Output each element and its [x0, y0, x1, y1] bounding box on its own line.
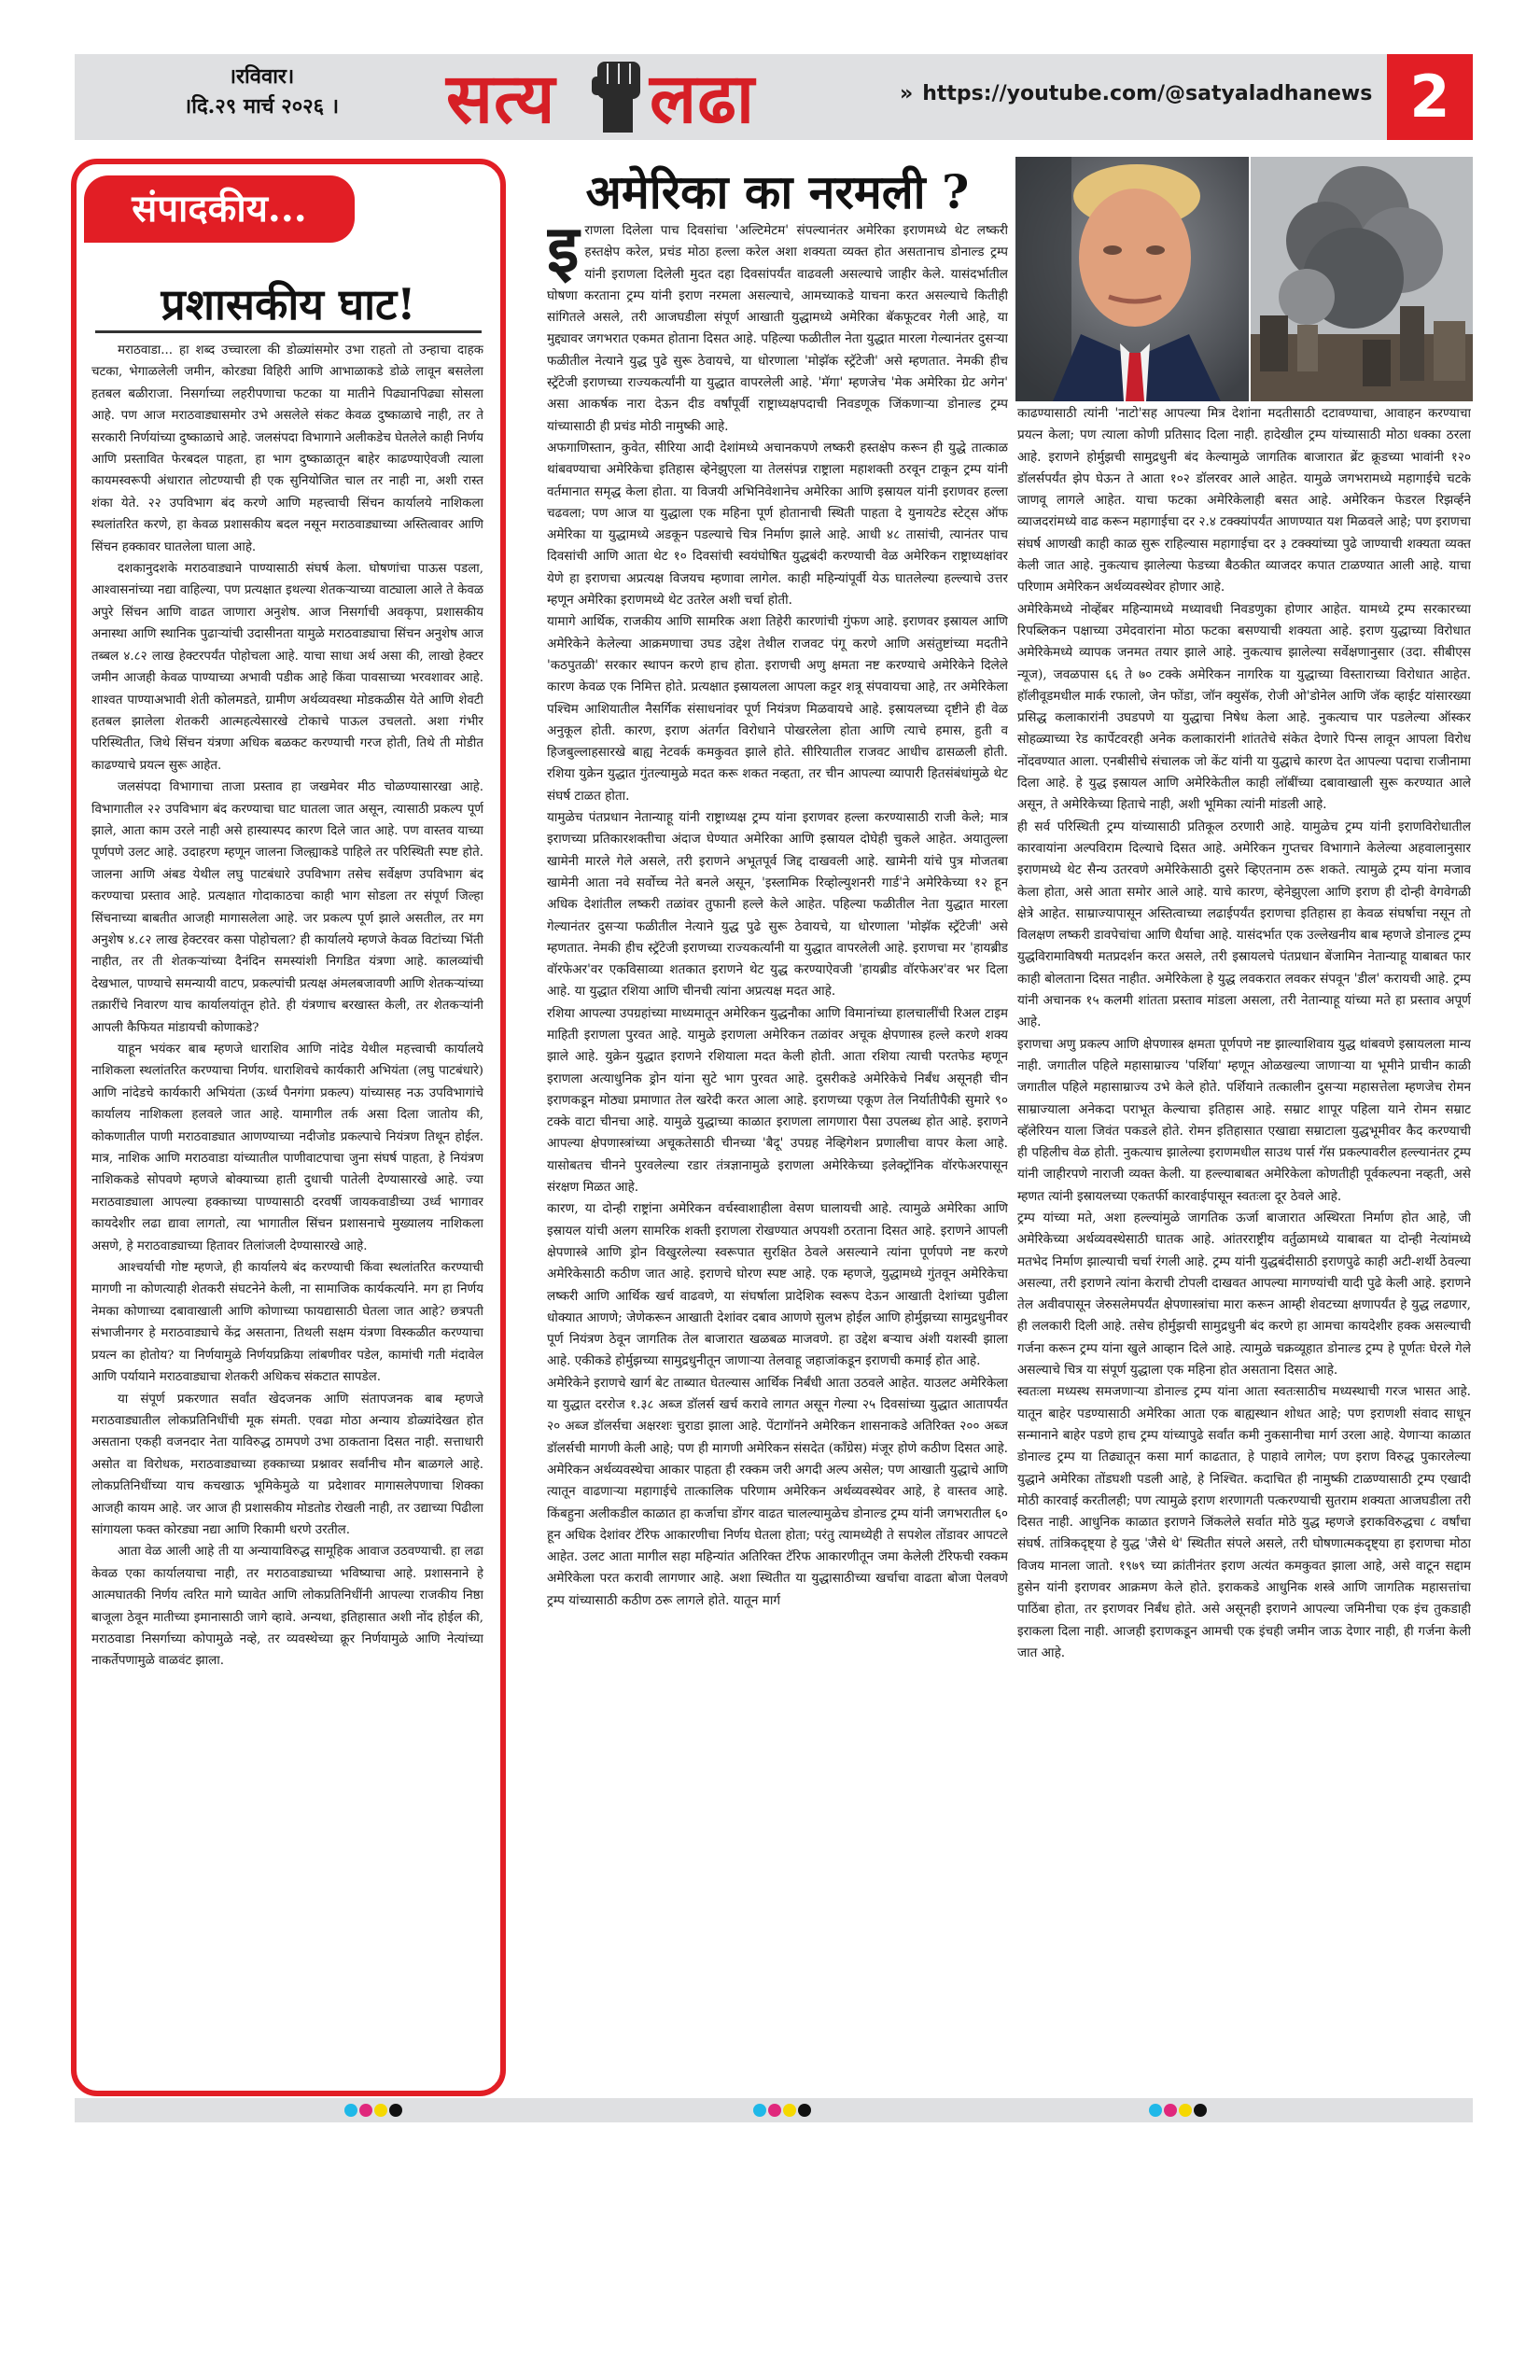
editorial-box [71, 159, 506, 2096]
editorial-paragraph: आता वेळ आली आहे ती या अन्यायाविरुद्ध सामूहिक आवाज उठवण्याची. हा लढा केवळ एका कार्यालयाचा नाही, तर मराठवाड्याच्या भविष्याचा आहे. प्रशासनाने हे आत्मघातकी निर्णय त्वरित मागे घ्यावेत आणि लोकप्रतिनिधींनी आपल्या राजकीय निष्ठा बाजूला ठेवून मातीच्या इमानासाठी जागे व्हावे. अन्यथा, इतिहासात अशी नोंद होईल की, मराठवाडा निसर्गाच्या कोपामुळे नव्हे, तर व्यवस्थेच्या क्रूर निर्णयामुळे आणि नेत्यांच्या नाकर्तेपणामुळे वाळवंट झाला. [91, 1545, 483, 1669]
article-paragraph: राणला दिलेला पाच दिवसांचा 'अल्टिमेटम' संपल्यानंतर अमेरिका इराणमध्ये थेट लष्करी हस्तक्षेप करेल, प्रचंड मोठा हल्ला करेल अशा शक्यता व्यक्त होत असतानाच डोनाल्ड ट्रम्प यांनी इराणला दिलेली मुदत दहा दिवसांपर्यंत वाढवली असल्याचे जाहीर केले. यासंदर्भातील घोषणा करताना ट्रम्प यांनी इराण नरमला असल्याचे, आमच्याकडे याचना करत असल्याचे कितीही सांगितले असले, तरी आजघडीला संपूर्ण आखाती युद्धामध्ये अमेरिका बॅकफूटवर गेली आहे, या मुद्द्यावर जगभरात एकमत होताना दिसत आहे. पहिल्या फळीतील नेता युद्धात मारला गेल्यानंतर दुसऱ्या फळीतील नेत्याने युद्ध पुढे सुरू ठेवायचे, या धोरणाला 'मोझॅक स्ट्रॅटेजी' असे म्हणतात. नेमकी हीच स्ट्रॅटेजी इराणच्या राज्यकर्त्यांनी या युद्धात वापरलेली आहे. 'मॅगा' म्हणजेच 'मेक अमेरिका ग्रेट अगेन' असा आकर्षक नारा देऊन दीड वर्षांपूर्वी राष्ट्राध्यक्षपदाची निवडणूक जिंकणाऱ्या डोनाल्ड ट्रम्प यांच्यासाठी ही प्रचंड मोठी नामुष्की आहे. [547, 223, 1008, 434]
youtube-url: https://youtube.com/@satyaladhanews [922, 82, 1373, 105]
article-paragraph: अमेरिकेमध्ये नोव्हेंबर महिन्यामध्ये मध्यावधी निवडणुका होणार आहेत. यामध्ये ट्रम्प सरकारच्या रिपब्लिकन पक्षाच्या उमेदवारांना मोठा फटका बसण्याची शक्यता आहे. इराण युद्धाच्या विरोधात अमेरिकेमध्ये व्यापक जनमत तयार झाले आहे. नुकत्याच झालेल्या सर्वेक्षणानुसार (उदा. सीबीएस न्यूज), जवळपास ६६ ते ७० टक्के अमेरिकन नागरिक या युद्धाच्या विस्ताराच्या विरोधात आहेत. हॉलीवूडमधील मार्क रफालो, जेन फोंडा, जॉन क्युसॅक, रोजी ओ'डोनेल आणि जॅक व्हाईट यांसारख्या प्रसिद्ध कलाकारांनी उघडपणे या युद्धाचा निषेध केला आहे. नुकत्याच पार पडलेल्या ऑस्कर सोहळ्याच्या रेड कार्पेटवरही अनेक कलाकारांनी शांततेचे संकेत देणारे पिन्स लावून आपला विरोध नोंदवण्यात आला. एनबीसीचे संचालक जो केंट यांनी या युद्धाचे कारण देत आपल्या पदाचा राजीनामा दिला आहे. हे युद्ध इस्रायल आणि अमेरिकेतील काही लॉबींच्या दबावाखाली सुरू करण्यात आले असून, ते अमेरिकेच्या हिताचे नाही, अशी भूमिका त्यांनी मांडली आहे. [1017, 601, 1471, 813]
day-label: ।रविवार। [228, 64, 295, 89]
logo-text-right: लढा [650, 59, 755, 139]
article-paragraph: यामुळेच पंतप्रधान नेतान्याहू यांनी राष्ट्राध्यक्ष ट्रम्प यांना इराणवर हल्ला करण्यासाठी राजी केले; मात्र इराणच्या प्रतिकारशक्तीचा अंदाज घेण्यात अमेरिका आणि इस्रायल दोघेही चुकले आहेत. अयातुल्ला खामेनी मारले गेले असले, तरी इराणने अभूतपूर्व जिद्द दाखवली आहे. खामेनी यांचे पुत्र मोजतबा खामेनी आता नवे सर्वोच्च नेते बनले असून, 'इस्लामिक रिव्होल्युशनरी गार्ड'ने अमेरिकेच्या १२ हून अधिक देशांतील लष्करी तळांवर तुफानी हल्ले केले आहेत. पहिल्या फळीतील नेता युद्धात मारला गेल्यानंतर दुसऱ्या फळीतील नेत्याने युद्ध पुढे सुरू ठेवायचे, या धोरणाला 'मोझॅक स्ट्रॅटेजी' असे म्हणतात. नेमकी हीच स्ट्रॅटेजी इराणच्या राज्यकर्त्यांनी या युद्धात वापरलेली आहे. इराणचा मर 'हायब्रीड वॉरफेअर'वर एकविसाव्या शतकात इराणने थेट युद्ध करण्याऐवजी 'हायब्रीड वॉरफेअर'वर भर दिला आहे. या युद्धात रशिया आणि चीनची त्यांना अप्रत्यक्ष मदत आहे. [547, 810, 1008, 1000]
cmyk-dot [389, 2104, 402, 2117]
cmyk-registration-marks [343, 2100, 403, 2121]
article-paragraph: काढण्यासाठी त्यांनी 'नाटो'सह आपल्या मित्र देशांना मदतीसाठी दटावण्याचा, आवाहन करण्याचा प्रयत्न केला; पण त्याला कोणी प्रतिसाद दिला नाही. हादेखील ट्रम्प यांच्यासाठी मोठा धक्का ठरला आहे. इराणने होर्मुझची सामुद्रधुनी बंद केल्यामुळे जागतिक बाजारात ब्रेंट क्रूडच्या भावांनी १२० डॉलर्सपर्यंत झेप घेऊन ते आता १०२ डॉलरवर आले आहेत. यामुळे जगभरामध्ये महागाईचे चटके जाणवू लागले आहेत. याचा फटका अमेरिकेलाही बसत आहे. अमेरिकन फेडरल रिझर्व्हने व्याजदरांमध्ये वाढ करून महागाईचा दर २.४ टक्क्यांपर्यंत आणण्यात यश मिळवले आहे; पण इराणचा संघर्ष आणखी काही काळ सुरू राहिल्यास महागाईचा दर ३ टक्क्यांच्या पुढे जाण्याची शक्यता व्यक्त केली जात आहे. नुकत्याच झालेल्या फेडच्या बैठकीत व्याजदर कपात टाळण्यात आली आहे. याचा परिणाम अमेरिकन अर्थव्यवस्थेवर होणार आहे. [1017, 406, 1471, 595]
airstrike-smoke-photo [1251, 157, 1473, 401]
cmyk-dot [344, 2104, 357, 2117]
cmyk-registration-marks [1148, 2100, 1208, 2121]
editorial-paragraph: जलसंपदा विभागाचा ताजा प्रस्ताव हा जखमेवर मीठ चोळण्यासारखा आहे. विभागातील २२ उपविभाग बंद करण्याचा घाट घातला जात असून, त्यासाठी प्रकल्प पूर्ण झाले, आता काम उरले नाही असे हास्यास्पद कारण दिले जात आहे. पण वास्तव याच्या पूर्णपणे उलट आहे. उदाहरण म्हणून जालना जिल्ह्याकडे पाहिले तर परिस्थिती स्पष्ट होते. जालना आणि अंबड येथील लघु पाटबंधारे उपविभाग तसेच सर्वेक्षण उपविभाग बंद करण्याचा प्रस्ताव आहे. प्रत्यक्षात गोदाकाठचा काही भाग सोडला तर संपूर्ण जिल्हा सिंचनाच्या बाबतीत आजही मागासलेला आहे. जर प्रकल्प पूर्ण झाले असतील, तर मग अनुशेष ४.८२ लाख हेक्टरवर कसा पोहोचला? ही कार्यालये म्हणजे केवळ विटांच्या भिंती नाहीत, तर ती शेतकऱ्यांच्या दैनंदिन समस्यांशी निगडित यंत्रणा आहे. कालव्यांची देखभाल, पाण्याचे समन्यायी वाटप, प्रकल्पांची प्रत्यक्ष अंमलबजावणी आणि शेतकऱ्यांच्या तक्रारींचे निवारण याच कार्यालयांतून होते. ही यंत्रणाच बरखास्त केली, तर शेतकऱ्यांनी आपली कैफियत मांडायची कोणाकडे? [91, 780, 483, 1035]
editorial-body [91, 340, 483, 2076]
editorial-title: प्रशासकीय घाट! [161, 279, 416, 329]
newspaper-logo[interactable] [446, 49, 819, 146]
cmyk-dot [1194, 2104, 1207, 2117]
cmyk-dot [768, 2104, 781, 2117]
trump-portrait-photo [1015, 157, 1249, 401]
article-paragraph: अफगाणिस्तान, कुवेत, सीरिया आदी देशांमध्ये अचानकपणे लष्करी हस्तक्षेप करून ही युद्धे तात्काळ थांबवण्याचा अमेरिकेचा इतिहास व्हेनेझुएला या तेलसंपन्न राष्ट्राला महाशक्ती ठरवून टाकून ट्रम्प यांनी वर्तमानात समृद्ध केला होता. या विजयी अभिनिवेशानेच अमेरिका आणि इस्रायल यांनी इराणवर हल्ला चढवला; पण आज या युद्धाला एक महिना पूर्ण होतानाची स्थिती पाहता दे युनायटेड स्टेट्स ऑफ अमेरिका या युद्धामध्ये अडकून पडल्याचे चित्र निर्माण झाले आहे. आधी ४८ तासांची, त्यानंतर पाच दिवसांची आणि आता थेट १० दिवसांची स्वयंघोषित युद्धबंदी करण्याची वेळ अमेरिकन राष्ट्राध्यक्षांवर येणे हा इराणचा अप्रत्यक्ष विजयच म्हणावा लागेल. काही महिन्यांपूर्वी येऊ घातलेल्या हल्ल्याचे उत्तर म्हणून अमेरिका इराणमध्ये थेट उतरेल अशी चर्चा होती. [547, 440, 1008, 609]
editorial-paragraph: दशकानुदशके मराठवाड्याने पाण्यासाठी संघर्ष केला. घोषणांचा पाऊस पडला, आश्वासनांच्या नद्या वाहिल्या, पण प्रत्यक्षात इथल्या शेतकऱ्याच्या वाट्याला आले ते केवळ अपुरे सिंचन आणि वाढत जाणारा अनुशेष. आज निसर्गाची अवकृपा, प्रशासकीय अनास्था आणि स्थानिक पुढाऱ्यांची उदासीनता यामुळे मराठवाड्याचा सिंचन अनुशेष आज तब्बल ४.८२ लाख हेक्टरपर्यंत पोहोचला आहे. याचा साधा अर्थ असा की, लाखो हेक्टर जमीन आजही केवळ पाण्याच्या अभावी पडीक आहे किंवा पावसाच्या भरवशावर आहे. शाश्वत पाण्याअभावी शेती कोलमडते, ग्रामीण अर्थव्यवस्था मोडकळीस येते आणि शेवटी हतबल झालेला शेतकरी आत्महत्येसारखे टोकाचे पाऊल उचलतो. अशा गंभीर परिस्थितीत, जिथे सिंचन यंत्रणा अधिक बळकट करण्याची गरज होती, तिथे ती मोडीत काढण्याचे प्रयत्न सुरू आहेत. [91, 562, 483, 773]
youtube-link[interactable] [900, 82, 1372, 105]
double-chevron-icon: » [900, 82, 914, 105]
cmyk-dot [1179, 2104, 1192, 2117]
editorial-paragraph: आश्चर्याची गोष्ट म्हणजे, ही कार्यालये बंद करण्याची किंवा स्थलांतरित करण्याची मागणी ना कोणत्याही शेतकरी संघटनेने केली, ना सामाजिक कार्यकर्त्याने. मग हा निर्णय नेमका कोणाच्या दबावाखाली आणि कोणाच्या फायद्यासाठी घेतला जात आहे? छत्रपती संभाजीनगर हे मराठवाड्याचे केंद्र असताना, तिथली सक्षम यंत्रणा विस्कळीत करण्याचा प्रयत्न का होतोय? या निर्णयामुळे निर्णयप्रक्रिया लांबणीवर पडेल, कामांची गती मंदावेल आणि पर्यायाने मराठवाड्याचा शेतकरी अधिकच संकटात सापडेल. [91, 1261, 483, 1385]
cmyk-dot [753, 2104, 766, 2117]
date-box [121, 62, 401, 121]
article-paragraph: ट्रम्प यांच्या मते, अशा हल्ल्यांमुळे जागतिक ऊर्जा बाजारात अस्थिरता निर्माण होत आहे, जी अमेरिकेच्या अर्थव्यवस्थेसाठी घातक आहे. आंतरराष्ट्रीय वर्तुळामध्ये याबाबत या दोन्ही नेत्यांमध्ये मतभेद निर्माण झाल्याची चर्चा रंगली आहे. ट्रम्प यांनी युद्धबंदीसाठी इराणपुढे काही अटी-शर्थी ठेवल्या असल्या, तरी इराणने त्यांना केराची टोपली दाखवत आपल्या मागण्यांची यादी पुढे केली आहे. इराणने तेल अवीवपासून जेरुसलेमपर्यंत क्षेपणास्त्रांचा मारा करून आम्ही शेवटच्या क्षणापर्यंत हे युद्ध लढणार, ही ललकारी दिली आहे. तसेच होर्मुझची सामुद्रधुनी बंद करणे हा आमचा कायदेशीर हक्क असल्याची गर्जना करून ट्रम्प यांना खुले आव्हान दिले आहे. त्यामुळे चक्रव्यूहात डोनाल्ड ट्रम्प हे पूर्णतः घेरले गेले असल्याचे चित्र या संपूर्ण युद्धाला एक महिना होत असताना दिसत आहे. [1017, 1210, 1471, 1379]
article-paragraph: स्वतःला मध्यस्थ समजणाऱ्या डोनाल्ड ट्रम्प यांना आता स्वतःसाठीच मध्यस्थाची गरज भासत आहे. यातून बाहेर पडण्यासाठी अमेरिका आता एक बाह्यस्थान शोधत आहे; पण इराणशी संवाद साधून सन्मानाने बाहेर पडणे हाच ट्रम्प यांच्यापुढे सर्वांत कमी नुकसानीचा मार्ग उरला आहे. येणाऱ्या काळात डोनाल्ड ट्रम्प या तिढ्यातून कसा मार्ग काढतात, हे पाहावे लागेल; पण इराण विरुद्ध पुकारलेल्या युद्धाने अमेरिका तोंडघशी पडली आहे, हे निश्चित. कदाचित ही नामुष्की टाळण्यासाठी ट्रम्प एखादी मोठी कारवाई करतीलही; पण त्यामुळे इराण शरणागती पत्करण्याची सुतराम शक्यता आजघडीला तरी दिसत नाही. आधुनिक काळात इराणने जिंकलेले सर्वात मोठे युद्ध म्हणजे इराकविरुद्धचा ८ वर्षांचा संघर्ष. तांत्रिकदृष्ट्या हे युद्ध 'जैसे थे' स्थितीत संपले असले, तरी घोषणात्मकदृष्ट्या हा इराणचा मोठा विजय मानला जातो. १९७९ च्या क्रांतीनंतर इराण अत्यंत कमकुवत झाला आहे, असे वाटून सद्दाम हुसेन यांनी इराणवर आक्रमण केले होते. इराककडे आधुनिक शस्त्रे आणि जागतिक महासत्तांचा पाठिंबा होता, तर इराणवर निर्बंध होते. असे असूनही इराणने आपल्या जमिनीचा एक इंच तुकडाही इराकला दिला नाही. आजही इराणकडून आमची एक इंचही जमीन जाऊ देणार नाही, ही गर्जना केली जात आहे. [1017, 1384, 1471, 1660]
article-headline: अमेरिका का नरमली ? [585, 164, 970, 219]
editorial-paragraph: मराठवाडा... हा शब्द उच्चारला की डोळ्यांसमोर उभा राहतो तो उन्हाचा दाहक चटका, भेगाळलेली जमीन, कोरड्या विहिरी आणि आभाळाकडे डोळे लावून बसलेला हतबल बळीराजा. निसर्गाच्या लहरीपणाचा फटका या मातीने पिढ्यानपिढ्या सोसला आहे. पण आज मराठवाड्यासमोर उभे असलेले संकट केवळ दुष्काळाचे नाही, तर ते सरकारी निर्णयांच्या दुष्काळाचे आहे. जलसंपदा विभागाने अलीकडेच घेतलेले काही निर्णय आणि प्रस्तावित फेरबदल पाहता, हा भाग दुष्काळातून बाहेर काढण्याऐवजी त्याला कायमस्वरूपी अंधारात लोटण्याची ही एक सुनियोजित चाल तर नाही ना, अशी रास्त शंका येते. २२ उपविभाग बंद करणे आणि महत्त्वाची सिंचन कार्यालये नाशिकला स्थलांतरित करणे, हा केवळ प्रशासकीय बदल नसून मराठवाड्याच्या अस्तित्वावर आणि सिंचन हक्कावर घातलेला घाला आहे. [91, 343, 483, 554]
editorial-paragraph: याहून भयंकर बाब म्हणजे धाराशिव आणि नांदेड येथील महत्त्वाची कार्यालये नाशिकला स्थलांतरित करण्याचा निर्णय. धाराशिवचे कार्यकारी अभियंता (लघु पाटबंधारे) आणि नांदेडचे कार्यकारी अभियंता (ऊर्ध्व पैनगंगा प्रकल्प) यांच्यासह नऊ उपविभागांचे कार्यालय नाशिकला हलवले जात आहे. यामागील तर्क असा दिला जातोय की, कोकणातील पाणी मराठवाड्यात आणण्याच्या नदीजोड प्रकल्पाचे नियंत्रण तिथून होईल. मात्र, नाशिक आणि मराठवाडा यांच्यातील पाणीवाटपाचा जुना संघर्ष पाहता, हे नियंत्रण नाशिककडे सोपवणे म्हणजे बोक्याच्या हाती दुधाची पातेली देण्यासारखे आहे. ज्या मराठवाड्याला आपल्या हक्काच्या पाण्यासाठी दरवर्षी जायकवाडीच्या उर्ध्व भागावर कायदेशीर लढा द्यावा लागतो, त्या भागातील सिंचन प्रशासनाचे मुख्यालय नाशिकला असणे, हे मराठवाड्याच्या हितावर तिलांजली देण्यासारखे आहे. [91, 1043, 483, 1253]
article-paragraph: कारण, या दोन्ही राष्ट्रांना अमेरिकन वर्चस्वाशाहीला वेसण घालायची आहे. त्यामुळे अमेरिका आणि इस्रायल यांची अलग सामरिक शक्ती इराणला रोखण्यात अपयशी ठरताना दिसत आहे. इराणने आपली क्षेपणास्त्रे आणि ड्रोन विखुरलेल्या स्वरूपात सुरक्षित ठेवले असल्याने त्यांना पूर्णपणे नष्ट करणे अमेरिकेसाठी कठीण जात आहे. इराणचे घोरण स्पष्ट आहे. एक म्हणजे, युद्धामध्ये गुंतवून अमेरिकेचा लष्करी आणि आर्थिक खर्च वाढवणे, या संघर्षाला प्रादेशिक स्वरूप देऊन आखाती देशांच्या पुढीला धोक्यात आणणे; जेणेकरून आखाती देशांवर दबाव आणणे सुलभ होईल आणि होर्मुझच्या सामुद्रधुनीवर पूर्ण नियंत्रण ठेवून जागतिक तेल बाजारात खळबळ माजवणे. हा उद्देश बऱ्याच अंशी यशस्वी झाला आहे. एकीकडे होर्मुझच्या सामुद्रधुनीतून जाणाऱ्या तेलवाहू जहाजांकडून इराणची कमाई होत आहे. [547, 1201, 1008, 1369]
article-dropcap: इ [547, 220, 580, 287]
date-label: ।दि.२९ मार्च २०२६ । [183, 94, 340, 119]
editorial-label: संपादकीय... [84, 175, 355, 243]
cmyk-dot [374, 2104, 387, 2117]
article-paragraph: ही सर्व परिस्थिती ट्रम्प यांच्यासाठी प्रतिकूल ठरणारी आहे. यामुळेच ट्रम्प यांनी इराणविरोधातील कारवायांना अल्पविराम दिल्याचे दिसत आहे. अमेरिकन गुप्तचर विभागाने केलेल्या अहवालानुसार इराणमध्ये थेट सैन्य उतरवणे अमेरिकेसाठी दुसरे व्हिएतनाम ठरू शकते. त्यामुळे ट्रम्प यांना मजाव केला होता, असे आता समोर आले आहे. याचे कारण, व्हेनेझुएला आणि इराण ही दोन्ही वेगवेगळी क्षेत्रे आहेत. साम्राज्यापासून अस्तित्वाच्या लढाईपर्यंत इराणचा इतिहास हा केवळ संघर्षाचा नसून तो विलक्षण लष्करी डावपेचांचा आणि धैर्याचा आहे. यासंदर्भात एक उल्लेखनीय बाब म्हणजे डोनाल्ड ट्रम्प युद्धविरामाविषयी मतप्रदर्शन करत असले, तरी इस्रायलचे पंतप्रधान बेंजामिन नेतान्याहू याबाबत फार काही बोलताना दिसत नाहीत. अमेरिकेला हे युद्ध लवकरात लवकर संपवून 'डील' करायची आहे. ट्रम्प यांनी अचानक १५ कलमी शांतता प्रस्ताव मांडला असला, तरी नेतान्याहू यांच्या मते हा प्रस्ताव अपूर्ण आहे. [1017, 819, 1471, 1030]
cmyk-dot [798, 2104, 811, 2117]
article-paragraph: रशिया आपल्या उपग्रहांच्या माध्यमातून अमेरिकन युद्धनौका आणि विमानांच्या हालचालींची रिअल टाइम माहिती इराणला पुरवत आहे. यामुळे इराणला अमेरिकन तळांवर अचूक क्षेपणास्त्र हल्ले करणे शक्य झाले आहे. युक्रेन युद्धात इराणने रशियाला मदत केली होती. आता रशिया त्याची परतफेड म्हणून इराणला अत्याधुनिक ड्रोन यांना सुटे भाग पुरवत आहे. दुसरीकडे अमेरिकेचे निर्बंध असूनही चीन इराणकडून मोठ्या प्रमाणात तेल खरेदी करत आला आहे. इराणच्या एकूण तेल निर्यातीपैकी सुमारे ९० टक्के वाटा चीनचा आहे. यामुळे युद्धाच्या काळात इराणला लागणारा पैसा उपलब्ध होत आहे. इराणने आपल्या क्षेपणास्त्रांच्या अचूकतेसाठी चीनच्या 'बैदू' उपग्रह नेव्हिगेशन प्रणालीचा वापर केला आहे. यासोबतच चीनने पुरवलेल्या रडार तंत्रज्ञानामुळे इराणला अमेरिकेच्या इलेक्ट्रॉनिक वॉरफेअरपासून संरक्षण मिळत आहे. [547, 1005, 1008, 1196]
raised-fist-icon [586, 56, 651, 134]
cmyk-dot [1149, 2104, 1162, 2117]
masthead [75, 54, 1473, 140]
cmyk-registration-marks [752, 2100, 812, 2121]
article-paragraph: अमेरिकेने इराणचे खार्ग बेट ताब्यात घेतल्यास आर्थिक निर्बंधी आता उठवले आहेत. याउलट अमेरिकेला या युद्धात दररोज १.३८ अब्ज डॉलर्स खर्च करावे लागत असून गेल्या २५ दिवसांच्या युद्धात आतापर्यंत २० अब्ज डॉलर्सचा अक्षरशः चुराडा झाला आहे. पेंटागॉनने अमेरिकन शासनाकडे अतिरिक्त २०० अब्ज डॉलर्सची मागणी केली आहे; पण ही मागणी अमेरिकन संसदेत (काँग्रेस) मंजूर होणे कठीण दिसत आहे. अमेरिकन अर्थव्यवस्थेचा आकार पाहता ही रक्कम जरी अगदी अल्प असेल; पण आखाती युद्धाचे आणि त्यातून वाढणाऱ्या महागाईचे तात्कालिक परिणाम अमेरिकन अर्थव्यवस्थेवर आहे, हे वास्तव आहे. किंबहुना अलीकडील काळात हा कर्जाचा डोंगर वाढत चालल्यामुळेच डोनाल्ड ट्रम्प यांनी जगभरातील ६० हून अधिक देशांवर टॅरिफ आकारणीचा निर्णय घेतला होता; परंतु त्यामध्येही ते सपशेल तोंडावर आपटले आहेत. उलट आता मागील सहा महिन्यांत अतिरिक्त टॅरिफ आकारणीतून जमा केलेली टॅरिफची रक्कम अमेरिकेला परत करावी लागणार आहे. अशा स्थितीत या युद्धासाठीच्या खर्चाचा वाढता बोजा पेलवणे ट्रम्प यांच्यासाठी कठीण ठरू लागले होते. यातून मार्ग [547, 1375, 1008, 1608]
cmyk-dot [359, 2104, 372, 2117]
article-paragraph: यामागे आर्थिक, राजकीय आणि सामरिक अशा तिहेरी कारणांची गुंफण आहे. इराणवर इस्रायल आणि अमेरिकेने केलेल्या आक्रमणाचा उघड उद्देश तेथील राजवट पंगू करणे आणि असंतुष्टांच्या मदतीने 'कठपुतळी' सरकार स्थापन करणे हाच होता. इराणची अणु क्षमता नष्ट करण्याचे अमेरिकेने दिलेले कारण केवळ एक निमित्त होते. प्रत्यक्षात इस्रायलला आपला कट्टर शत्रू संपवायचा आहे, तर अमेरिकेला पश्चिम आशियातील नैसर्गिक संसाधनांवर पूर्ण नियंत्रण मिळवायचे आहे. इस्रायलच्या दृष्टीने ही वेळ अनुकूल होती. कारण, इराण अंतर्गत विरोधाने पोखरलेला होता आणि त्याचे हमास, हुती व हिजबुल्लाहसारखे बाह्य नेटवर्क कमकुवत झाले होते. सीरियातील राजवट आधीच ढासळली होती. रशिया युक्रेन युद्धात गुंतल्यामुळे मदत करू शकत नव्हता, तर चीन आपल्या व्यापारी हितसंबंधांमुळे थेट संघर्ष टाळत होता. [547, 614, 1008, 804]
cmyk-dot [783, 2104, 796, 2117]
editorial-paragraph: या संपूर्ण प्रकरणात सर्वांत खेदजनक आणि संतापजनक बाब म्हणजे मराठवाड्यातील लोकप्रतिनिधींची मूक संमती. एवढा मोठा अन्याय डोळ्यांदेखत होत असताना एकही वजनदार नेता याविरुद्ध ठामपणे उभा ठाकताना दिसत नाही. सत्ताधारी असोत वा विरोधक, मराठवाड्याच्या हक्काच्या प्रश्नावर सर्वांनीच मौन बाळगले आहे. लोकप्रतिनिधींच्या याच कचखाऊ भूमिकेमुळे या प्रदेशावर मागासलेपणाचा शिक्का आजही कायम आहे. जर आज ही प्रशासकीय मोडतोड रोखली नाही, तर उद्याच्या पिढीला सांगायला फक्त कोरड्या नद्या आणि रिकामी धरणे उरतील. [91, 1392, 483, 1537]
cmyk-dot [1164, 2104, 1177, 2117]
article-column-middle [547, 220, 1008, 2087]
article-paragraph: इराणचा अणु प्रकल्प आणि क्षेपणास्त्र क्षमता पूर्णपणे नष्ट झाल्याशिवाय युद्ध थांबवणे इस्रायलला मान्य नाही. जगातील पहिले महासाम्राज्य 'पर्शिया' म्हणून ओळखल्या जाणाऱ्या या भूमीने प्राचीन काळी जगातील पहिले महासाम्राज्य उभे केले होते. पर्शियाने तत्कालीन दुसऱ्या महासत्तेला म्हणजेच रोमन साम्राज्याला अनेकदा पराभूत केल्याचा इतिहास आहे. सम्राट शापूर पहिला याने रोमन सम्राट व्हॅलेरियन याला जिवंत पकडले होते. रोमन इतिहासात एखाद्या सम्राटाला युद्धभूमीवर कैद करण्याची ही पहिलीच वेळ होती. नुकत्याच झालेल्या इराणमधील साउथ पार्स गॅस प्रकल्पावरील हल्ल्यानंतर ट्रम्प यांनी जाहीरपणे नाराजी व्यक्त केली. या हल्ल्याबाबत अमेरिकेला कोणतीही पूर्वकल्पना नव्हती, असे म्हणत त्यांनी इस्रायलच्या एकतर्फी कारवाईपासून स्वतःला दूर ठेवले आहे. [1017, 1036, 1471, 1204]
logo-text-left: सत्य [446, 59, 556, 139]
page-number: 2 [1387, 54, 1473, 140]
article-column-right [1017, 403, 1471, 2083]
title-divider [95, 330, 482, 333]
